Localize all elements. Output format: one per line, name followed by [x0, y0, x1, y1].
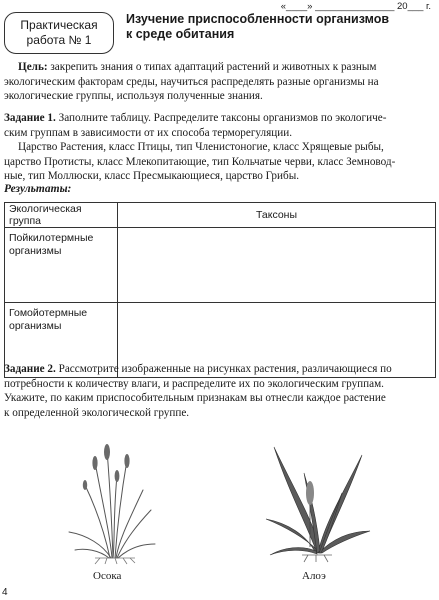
taxa-list-line-3: ные, тип Моллюски, класс Пресмыкающиеся, царство Грибы.	[4, 170, 300, 183]
task2-line-1: Рассмотрите изображенные на рисунках растения, различающиеся по	[55, 363, 392, 375]
title-line-2: к среде обитания	[126, 27, 235, 41]
group-name-line-2: организмы	[9, 320, 62, 332]
goal-label: Цель:	[18, 61, 48, 73]
task1-line-2: ским группам в зависимости от их способа терморегуляции.	[4, 126, 293, 139]
page-number: 4	[2, 587, 8, 598]
sedge-illustration	[55, 440, 165, 565]
goal-line-3: экологические группы, используя полученные знания.	[4, 90, 263, 103]
task2-label: Задание 2.	[4, 363, 56, 375]
taxa-list	[4, 140, 436, 184]
badge-line-2: работа № 1	[26, 33, 92, 47]
table-row	[5, 228, 436, 303]
aloe-illustration	[262, 435, 372, 565]
task2-paragraph	[4, 362, 436, 420]
sedge-caption: Осока	[93, 570, 122, 582]
taxa-table	[4, 202, 436, 378]
taxa-list-line-1: Царство Растения, класс Птицы, тип Членистоногие, класс Хрящевые рыбы,	[18, 141, 384, 153]
practical-work-badge	[4, 12, 114, 54]
group-name-line-2: организмы	[9, 245, 62, 257]
task2-line-2: потребности к количеству влаги, и распределите их по экологическим группам.	[4, 377, 384, 390]
taxa-answer-cell[interactable]	[118, 228, 436, 303]
page-title	[126, 12, 436, 42]
goal-line-1: закрепить знания о типах адаптаций растений и животных к разным	[47, 61, 377, 73]
group-cell	[5, 228, 118, 303]
task2-line-4: к определенной экологической группе.	[4, 406, 190, 419]
table-header-row	[5, 203, 436, 228]
results-label: Результаты:	[4, 183, 72, 195]
header-eco-group: Экологическая группа	[5, 203, 118, 228]
task2-line-3: Укажите, по каким приспособительным признакам вы отнесли каждое растение	[4, 392, 386, 405]
group-name-line-1: Гомойотермные	[9, 307, 88, 319]
badge-line-1: Практическая	[20, 18, 98, 32]
taxa-list-line-2: царство Протисты, класс Млекопитающие, тип Кольчатые черви, класс Земновод-	[4, 155, 396, 168]
title-line-1: Изучение приспособленности организмов	[126, 12, 390, 26]
task1-label: Задание 1.	[4, 112, 56, 124]
header-taxa: Таксоны	[118, 203, 436, 228]
task1-line-1: Заполните таблицу. Распределите таксоны организмов по экологиче-	[55, 112, 387, 124]
goal-paragraph	[4, 60, 436, 104]
goal-line-2: экологическим факторам среды, научиться распределять разные организмы на	[4, 75, 379, 88]
aloe-caption: Алоэ	[302, 570, 326, 582]
group-name-line-1: Пойкилотермные	[9, 232, 94, 244]
date-line: «____» _______________ 20___ г.	[280, 1, 431, 12]
task1-paragraph	[4, 111, 436, 140]
